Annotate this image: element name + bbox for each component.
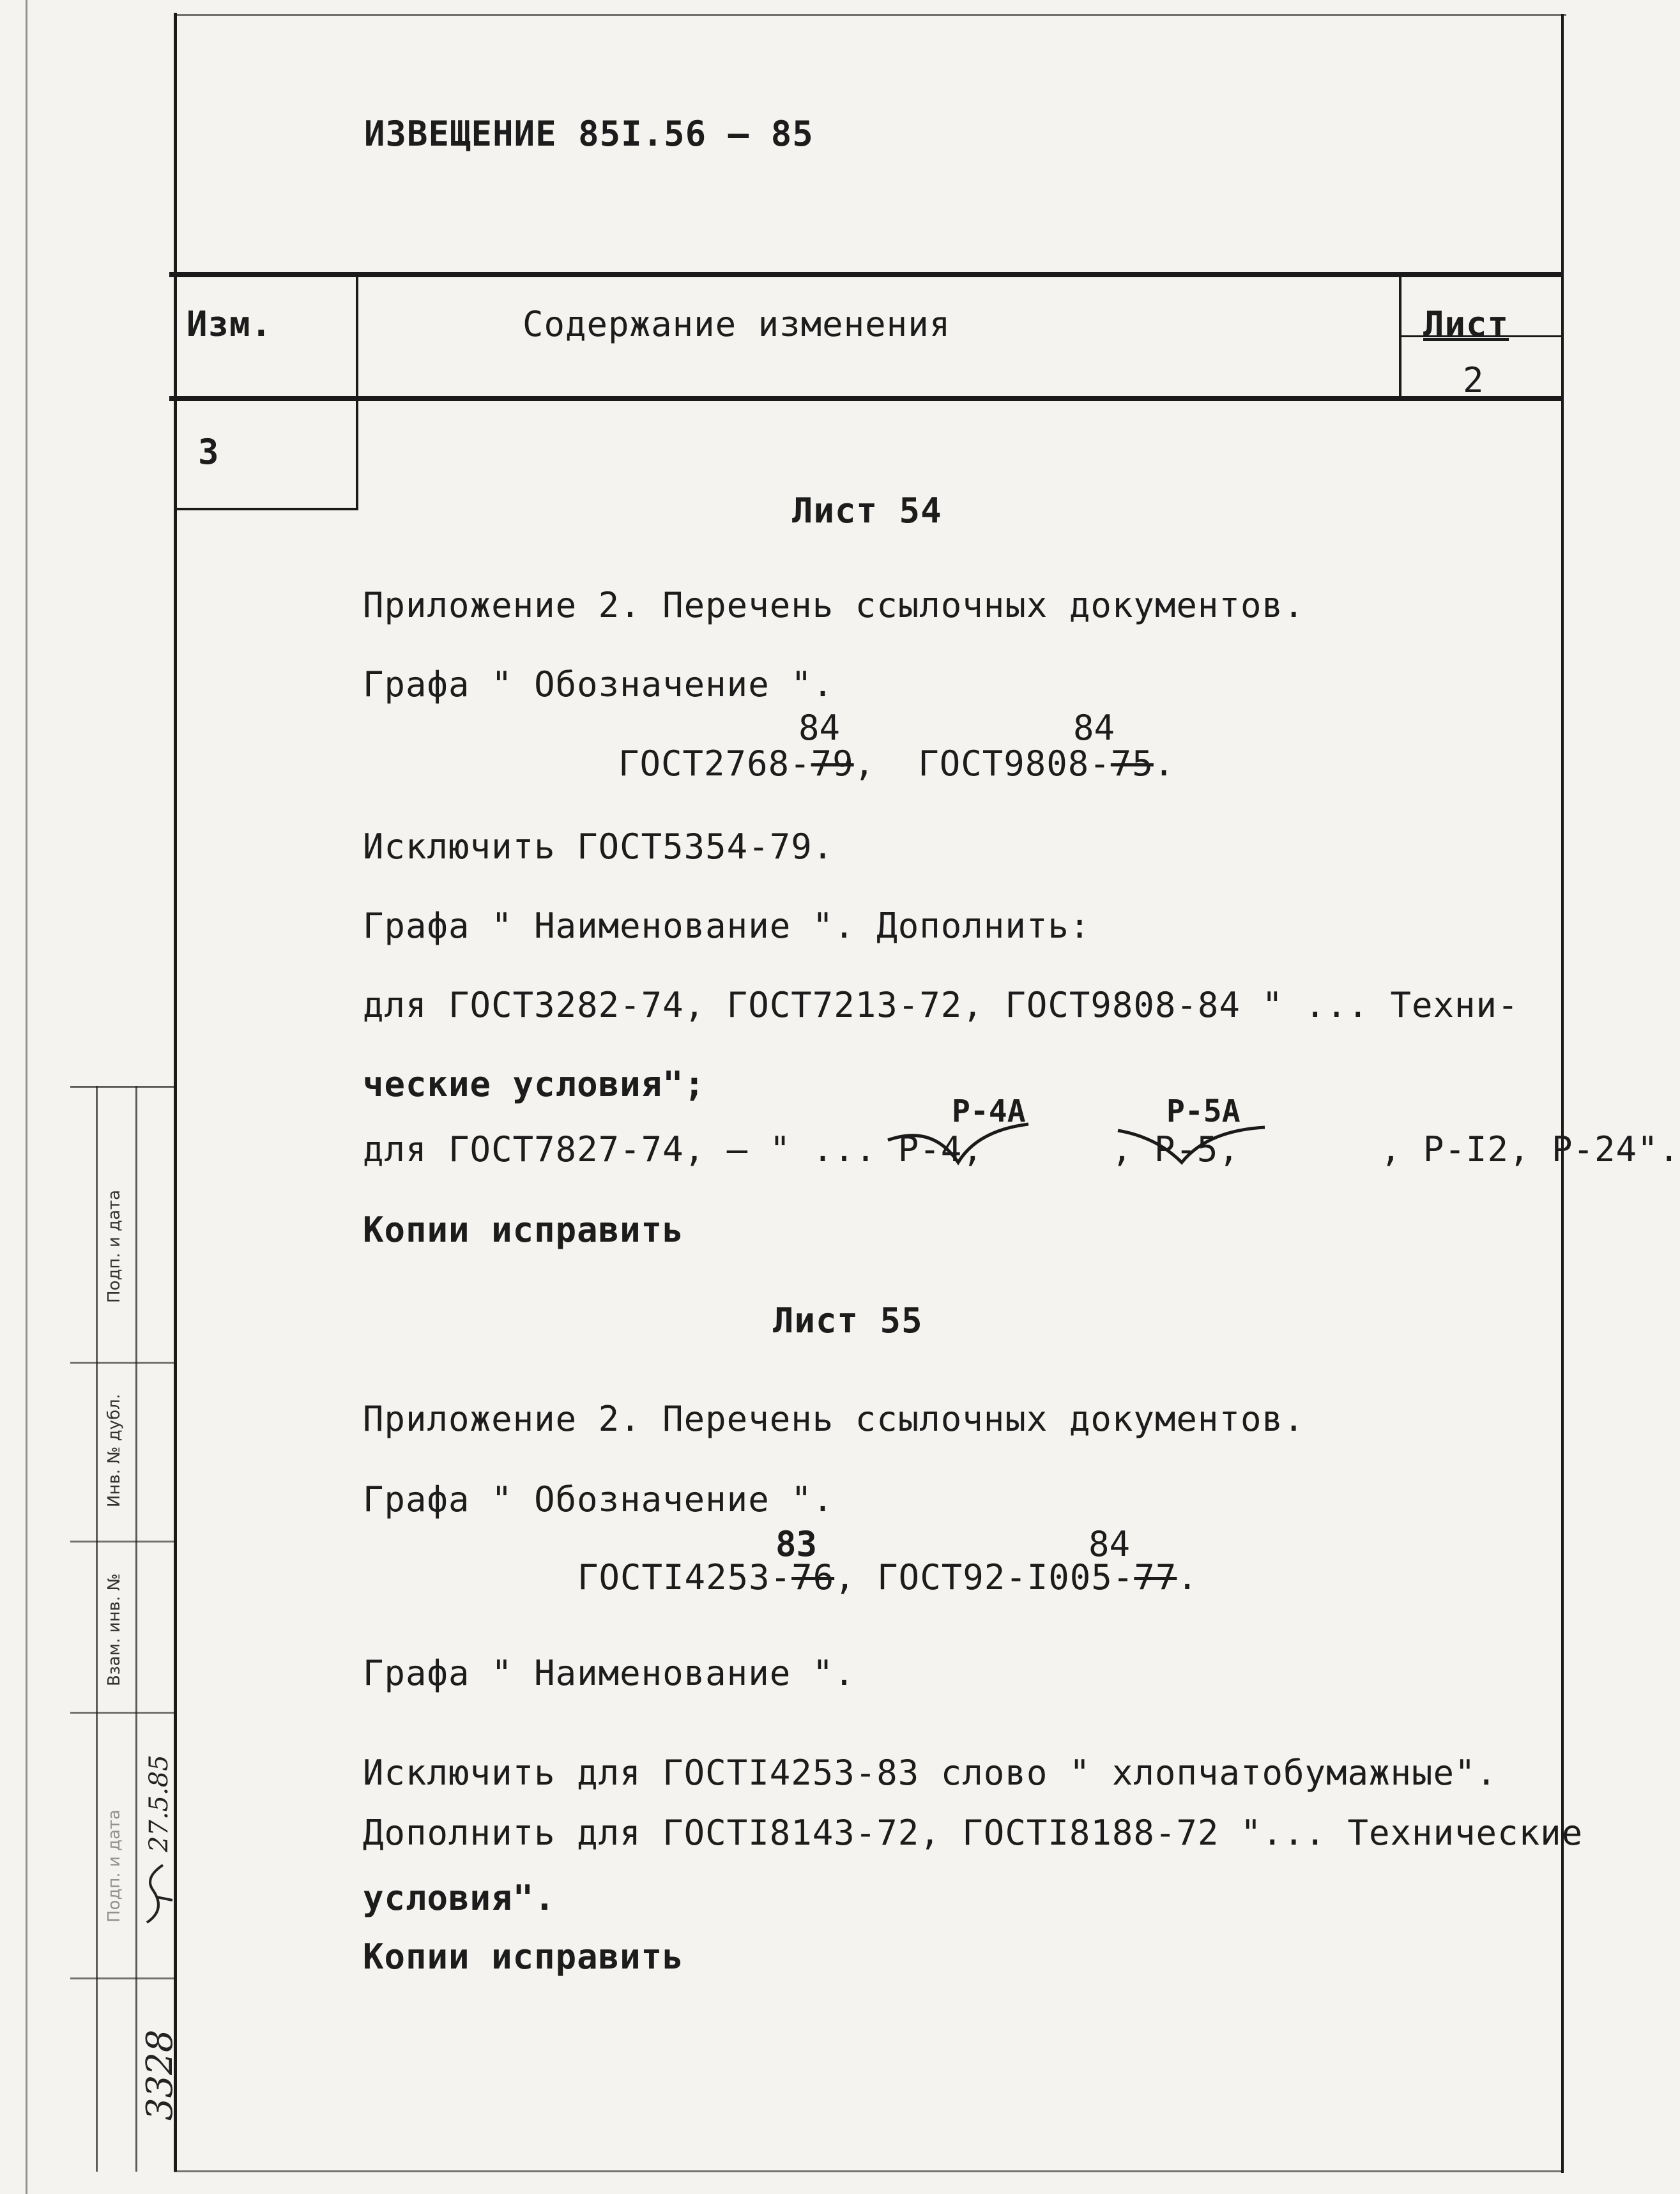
stamp-box-right-line bbox=[135, 1086, 137, 2172]
row-change-no: 3 bbox=[198, 432, 220, 472]
sheet-number: 2 bbox=[1463, 360, 1485, 400]
row-cell-bottom-line bbox=[174, 508, 358, 510]
gost92-1005-old-year: 77 bbox=[1134, 1557, 1177, 1597]
stamp-inv-dupl: Инв. № дубл. bbox=[105, 1394, 124, 1507]
table-col-divider-1 bbox=[356, 275, 358, 510]
handwritten-date: 27.5.85 bbox=[144, 1755, 174, 1852]
frame-left-line bbox=[174, 13, 177, 2172]
sheet55-exclude: Исключить для ГОСТI4253-83 слово " хлопчатобумажные". bbox=[363, 1753, 1498, 1793]
stamp-divider-1 bbox=[70, 1362, 176, 1364]
gost92-1005-new-year: 84 bbox=[1088, 1524, 1131, 1564]
gost14253-base: ГОСТI4253- bbox=[577, 1557, 792, 1597]
stamp-sign-date-2: Подп. и дата bbox=[105, 1809, 124, 1923]
for-line3-part-b: , Р-5, bbox=[1111, 1129, 1240, 1169]
sheet54-column-name: Графа " Наименование ". Дополнить: bbox=[363, 906, 1091, 946]
sheet54-column-designation: Графа " Обозначение ". bbox=[363, 664, 834, 705]
for-line3-part-a: для ГОСТ7827-74, – " ... Р-4, bbox=[363, 1129, 984, 1169]
gost9808-old-year: 75 bbox=[1110, 743, 1154, 784]
frame-bottom-line bbox=[174, 2170, 1564, 2172]
gost14253-new-year: 83 bbox=[775, 1524, 818, 1564]
gost2768-new-year: 84 bbox=[798, 708, 841, 748]
table-top-line bbox=[169, 272, 1564, 277]
gost2768-old-year: 79 bbox=[811, 743, 854, 784]
sheet55-column-name: Графа " Наименование ". bbox=[363, 1653, 855, 1693]
gost9808-base: ГОСТ9808- bbox=[918, 743, 1111, 784]
sheet55-heading: Лист 55 bbox=[773, 1300, 923, 1341]
insert-p5a: Р-5А bbox=[1166, 1093, 1241, 1129]
sheet54-for-line2: ческие условия"; bbox=[363, 1064, 706, 1104]
stamp-sign-date: Подп. и дата bbox=[105, 1189, 124, 1303]
sheet54-exclude: Исключить ГОСТ5354-79. bbox=[363, 827, 834, 867]
sheet55-add-line1: Дополнить для ГОСТI8143-72, ГОСТI8188-72 "... Технические bbox=[363, 1813, 1584, 1853]
sheet54-gost-line: ГОСТ2768-79, ГОСТ9808-75. bbox=[618, 743, 1175, 784]
stamp-vzam-inv: Взам. инв. № bbox=[105, 1573, 124, 1686]
gost2768-base: ГОСТ2768- bbox=[618, 743, 811, 784]
gost9808-new-year: 84 bbox=[1073, 708, 1115, 748]
stamp-divider-4 bbox=[70, 1977, 176, 1979]
stamp-box-top-line bbox=[70, 1086, 176, 1088]
sheet54-appendix: Приложение 2. Перечень ссылочных документов. bbox=[363, 585, 1305, 625]
notice-title: ИЗВЕЩЕНИЕ 85I.56 – 85 bbox=[364, 114, 814, 154]
insert-caret-marks bbox=[882, 1111, 1290, 1169]
inv-number: 3328 bbox=[139, 2029, 181, 2121]
sheet54-heading: Лист 54 bbox=[792, 491, 942, 531]
table-header-bottom-line bbox=[169, 396, 1564, 401]
content-header: Содержание изменения bbox=[523, 304, 951, 344]
stamp-divider-2 bbox=[70, 1541, 176, 1543]
change-no-header: Изм. bbox=[187, 304, 273, 344]
sheet-label-header: Лист bbox=[1423, 304, 1509, 344]
handwritten-signature bbox=[141, 1852, 179, 1929]
frame-top-line bbox=[174, 14, 1566, 16]
sheet55-appendix: Приложение 2. Перечень ссылочных документов. bbox=[363, 1399, 1305, 1439]
sheet55-column-designation: Графа " Обозначение ". bbox=[363, 1479, 834, 1520]
sheet55-gost-line: ГОСТI4253-76, ГОСТ92-I005-77. bbox=[577, 1557, 1198, 1597]
sheet54-for-line1: для ГОСТ3282-74, ГОСТ7213-72, ГОСТ9808-84 " ... Техни- bbox=[363, 985, 1519, 1025]
binding-margin-line bbox=[26, 0, 27, 2194]
stamp-divider-3 bbox=[70, 1712, 176, 1714]
sheet54-copies: Копии исправить bbox=[363, 1210, 684, 1250]
stamp-box-left-line bbox=[96, 1086, 98, 2172]
gost14253-old-year: 76 bbox=[791, 1557, 835, 1597]
sheet55-add-line2: условия". bbox=[363, 1878, 556, 1918]
gost92-1005-base: ГОСТ92-I005- bbox=[877, 1557, 1134, 1597]
insert-caret-1 bbox=[888, 1124, 1028, 1162]
insert-p4a: Р-4А bbox=[952, 1093, 1026, 1129]
sheet55-copies: Копии исправить bbox=[363, 1937, 684, 1977]
insert-caret-2 bbox=[1118, 1127, 1265, 1162]
for-line3-part-c: , Р-I2, Р-24". bbox=[1380, 1129, 1680, 1169]
